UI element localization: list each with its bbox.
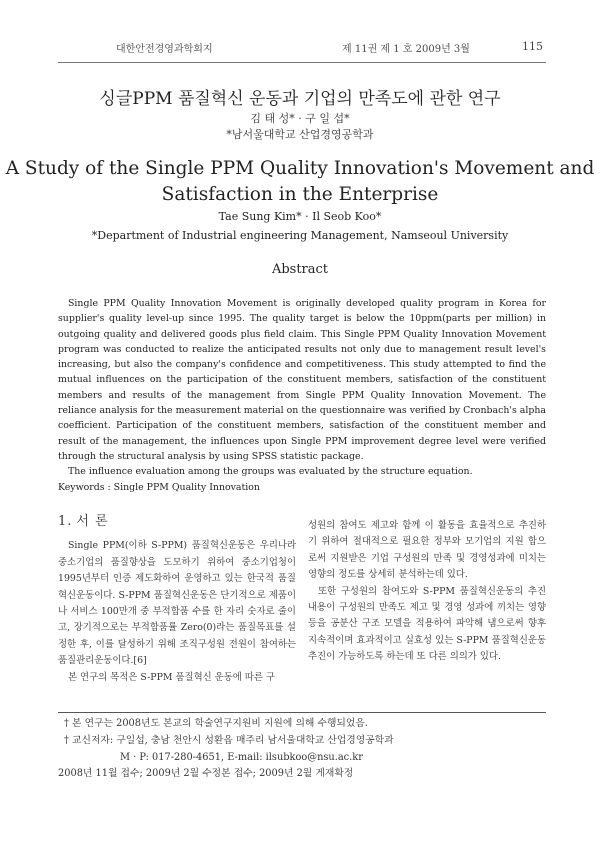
intro-paragraph-1: Single PPM(이하 S-PPM) 품질혁신운동은 우리나라 중소기업의 품질향상을 도모하기 위하여 중소기업청이 1995년부터 인증 제도화하여 운영하고 있는 한국적 품질혁신운동이다. S-PPM 품질혁신운동은 단기적으로 제품이나 서비스 100만개 중 부적합품 수를 한 자리 숫자로 줄이고, 장기적으로는 부적합품률 Zero(0)라는 품질목표를 설정한 후, 이를 달성하기 위해 조직구성원 전원이 참여하는 품질관리운동이다.[6]	[58, 540, 296, 667]
abstract-body	[58, 296, 546, 495]
english-affiliation: *Department of Industrial engineering Management, Namseoul University	[91, 229, 509, 242]
contact-info: M · P: 017-280-4651, E-mail: ilsubkoo@nsu.ac.kr	[120, 751, 363, 763]
abstract-paragraph-1: Single PPM Quality Innovation Movement is originally developed quality program in Korea for supplier's quality level-up since 1995. The quality target is below the 10ppm(parts per million) in outgoing quality and delivered goods plus field claim. This Single PPM Quality Innovation Movement program was conducted to realize the anticipated results not only due to management result level's increasing, but also the company's confidence and competitiveness. This study attempted to find the mutual influences on the participation of the constituent members, satisfaction of the constituent members and results of the management from Single PPM Quality Innovation Movement. The reliance analysis for the measurement material on the questionnaire was verified by Cronbach's alpha coefficient. Participation of the constituent members, satisfaction of the constituent member and result of the management, the influences upon Single PPM improvement degree level were verified through the structural analysis by using SPSS statistic package.	[58, 298, 546, 462]
section-title: 서 론	[76, 514, 109, 529]
abstract-paragraph-2: The influence evaluation among the groups was evaluated by the structure equation.	[68, 466, 473, 478]
abstract-heading: Abstract	[271, 262, 329, 277]
intro-paragraph-3: 또한 구성원의 참여도와 S-PPM 품질혁신운동의 추진내용이 구성원의 만족도 제고 및 경영 성과에 끼치는 영향 등을 공분산 구조 모델을 적용하여 파악해 냄으로써 향후 지속적이며 효과적이고 실효성 있는 S-PPM 품질혁신운동 추진이 가능하도록 하는데 또 다른 의의가 있다.	[308, 585, 546, 663]
keywords: Keywords : Single PPM Quality Innovation	[58, 481, 260, 493]
volume-info: 제 11권 제 1 호 2009년 3월	[342, 44, 470, 55]
submission-dates: 2008년 11월 접수; 2009년 2월 수정본 접수; 2009년 2월 게재확정	[58, 768, 354, 780]
intro-paragraph-2: 본 연구의 목적은 S-PPM 품질혁신 운동에 따른 구	[68, 671, 275, 683]
english-title: A Study of the Single PPM Quality Innovation's Movement and Satisfaction in the Enterprise	[5, 158, 595, 205]
left-column	[58, 514, 296, 686]
korean-affiliation: *남서울대학교 산업경영공학과	[226, 128, 374, 141]
funding-footnote: † 본 연구는 2008년도 본교의 학술연구지원비 지원에 의해 수행되었음.	[64, 718, 368, 729]
journal-name: 대한안전경영과학회지	[116, 44, 213, 55]
korean-title: 싱글PPM 품질혁신 운동과 기업의 만족도에 관한 연구	[99, 89, 501, 109]
corresponding-author-footnote: † 교신저자: 구일섭, 충남 천안시 성환읍 매주리 남서울대학교 산업경영공학과	[64, 734, 394, 746]
korean-authors: 김 태 성* · 구 일 섭*	[250, 112, 350, 125]
footnote-divider	[58, 712, 546, 713]
intro-paragraph-2-continued: 성원의 참여도 제고와 함께 이 활동을 효율적으로 추진하기 위하여 절대적으로 필요한 정부와 모기업의 지원 합으로써 지원받은 기업 구성원의 만족 및 경영성과에 미치는 영향의 정도를 상세히 분석하는데 있다.	[308, 520, 546, 581]
page-number: 115	[522, 40, 543, 53]
right-column	[308, 518, 546, 666]
section-number: 1.	[58, 514, 73, 529]
header-divider	[58, 62, 546, 63]
footnotes	[58, 716, 546, 783]
english-authors: Tae Sung Kim* · Il Seob Koo*	[218, 210, 382, 223]
section-heading	[58, 514, 296, 530]
